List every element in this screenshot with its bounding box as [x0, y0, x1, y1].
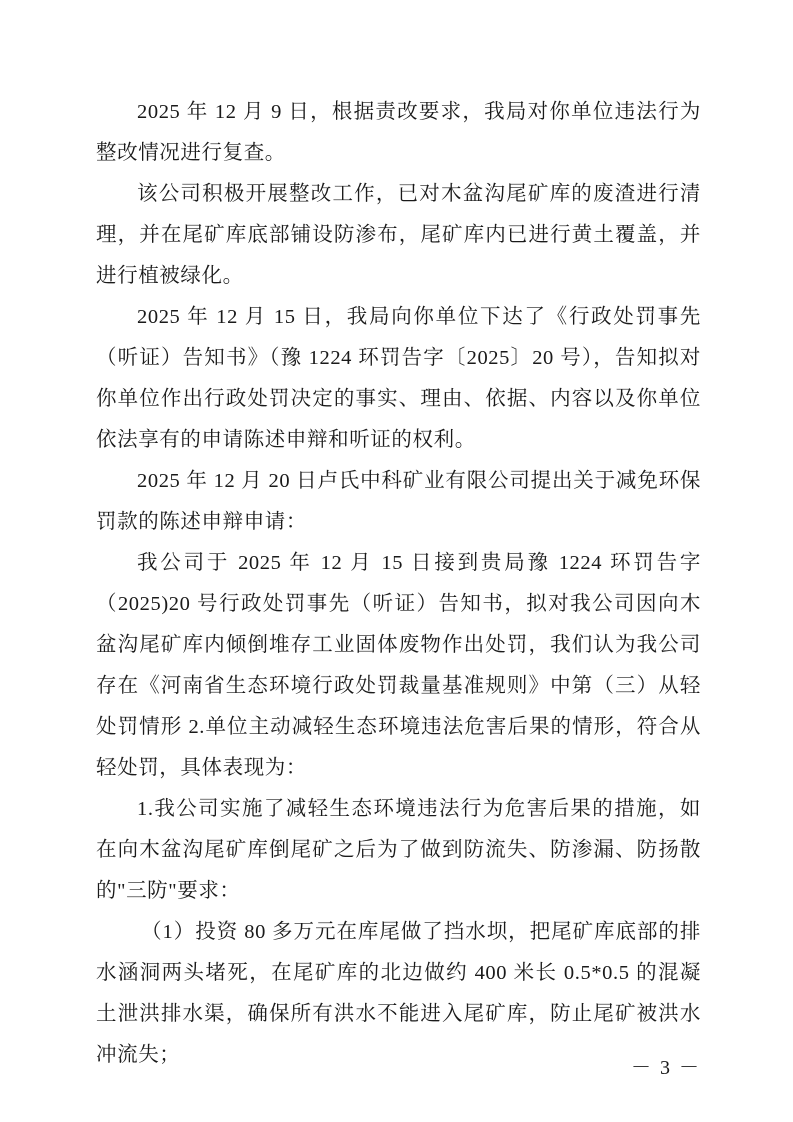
paragraph: 2025 年 12 月 15 日，我局向你单位下达了《行政处罚事先（听证）告知书》（豫 1224 环罚告字〔2025〕20 号），告知拟对你单位作出行政处罚决定的事实、理由、依据、内容以及你单位依法享有的申请陈述申辩和听证的权利。: [96, 306, 701, 451]
paragraph: 2025 年 12 月 20 日卢氏中科矿业有限公司提出关于减免环保罚款的陈述申辩申请：: [96, 470, 701, 533]
paragraph: 我公司于 2025 年 12 月 15 日接到贵局豫 1224 环罚告字（2025)20 号行政处罚事先（听证）告知书，拟对我公司因向木盆沟尾矿库内倾倒堆存工业固体废物作出处罚，我们认为我公司存在《河南省生态环境行政处罚裁量基准规则》中第（三）从轻处罚情形 2.单位主动减轻生态环境违法危害后果的情形，符合从轻处罚，具体表现为：: [96, 552, 701, 779]
document-body: [96, 92, 701, 1076]
page-number: － 3 －: [631, 1057, 701, 1079]
paragraph: 该公司积极开展整改工作，已对木盆沟尾矿库的废渣进行清理，并在尾矿库底部铺设防渗布，尾矿库内已进行黄土覆盖，并进行植被绿化。: [96, 183, 701, 287]
paragraph: 1.我公司实施了减轻生态环境违法行为危害后果的措施，如在向木盆沟尾矿库倒尾矿之后为了做到防流失、防渗漏、防扬散的"三防"要求：: [96, 798, 701, 902]
paragraph: （1）投资 80 多万元在库尾做了挡水坝，把尾矿库底部的排水涵洞两头堵死，在尾矿库的北边做约 400 米长 0.5*0.5 的混凝土泄洪排水渠，确保所有洪水不能进入尾矿库，防止尾矿被洪水冲流失；: [96, 921, 701, 1066]
paragraph: 2025 年 12 月 9 日，根据责改要求，我局对你单位违法行为整改情况进行复查。: [96, 101, 701, 164]
